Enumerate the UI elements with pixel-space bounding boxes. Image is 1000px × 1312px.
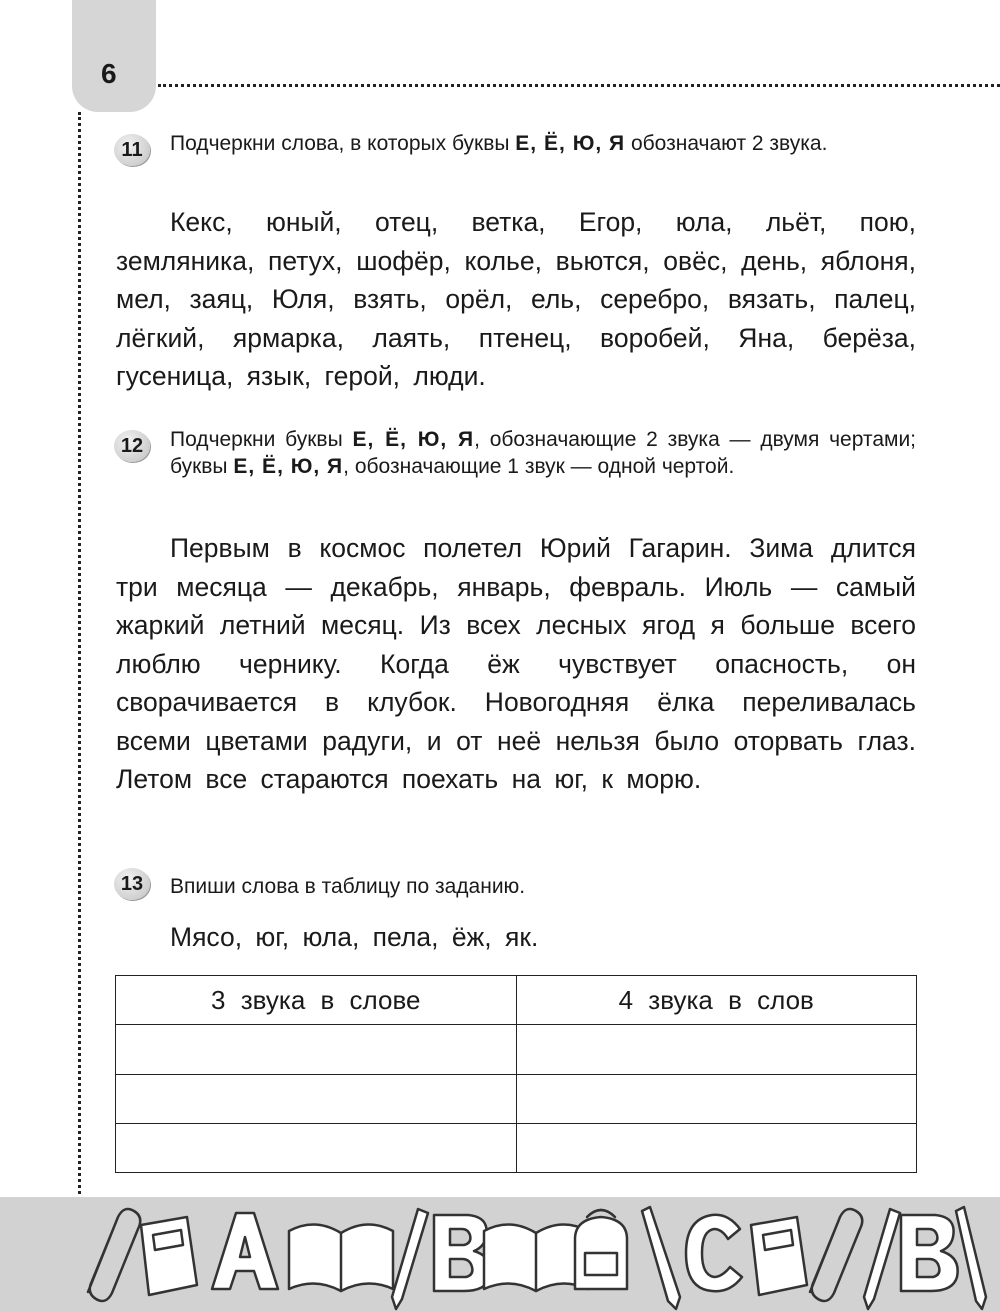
dotted-divider-vertical: [78, 112, 81, 1200]
table-header-row: [116, 976, 917, 1025]
table-header-cell: 4 звука в слов: [516, 976, 917, 1025]
answer-table: [115, 975, 917, 1173]
page-number: 6: [101, 58, 117, 89]
pencil-icon: [864, 1209, 900, 1309]
paperclip-icon: [88, 1209, 140, 1301]
notebook-icon: [141, 1217, 197, 1295]
table-row: [116, 1074, 917, 1123]
answer-cell[interactable]: [516, 1074, 917, 1123]
answer-cell[interactable]: [116, 1123, 517, 1172]
task-instruction: Подчеркни слова, в которых буквы Е, Ё, Ю, Я обозначают 2 звука.: [170, 132, 828, 155]
table-row: [116, 1025, 917, 1074]
exercise-text: Кекс, юный, отец, ветка, Егор, юла, льёт, пою, земляника, петух, шофёр, колье, вьются, овёс, день, яблоня, мел, заяц, Юля, взять, орёл, ель, серебро, вязать, палец, лёгкий, ярмарка, лаять, птенец, воробей, Яна, берёза, гусеница, язык, герой, люди.: [116, 207, 916, 391]
letter-a-icon: [212, 1213, 278, 1289]
task-number-badge: 12: [114, 430, 150, 462]
answer-cell[interactable]: [516, 1123, 917, 1172]
task-instruction: Впиши слова в таблицу по заданию.: [170, 875, 526, 898]
task-number-badge: 13: [114, 868, 150, 900]
answer-cell[interactable]: [116, 1074, 517, 1123]
word-list: Мясо, юг, юла, пела, ёж, як.: [170, 922, 539, 952]
answer-cell[interactable]: [116, 1025, 517, 1074]
dotted-divider-horizontal: [158, 84, 1000, 87]
notebook-icon: [751, 1217, 807, 1295]
table-header-cell: 3 звука в слове: [116, 976, 517, 1025]
backpack-icon: [575, 1210, 627, 1289]
task-number-badge: 11: [114, 134, 150, 166]
pencil-icon: [392, 1209, 428, 1309]
footer-decoration-band: [0, 1197, 1000, 1312]
exercise-text: Первым в космос полетел Юрий Гагарин. Зима длится три месяца — декабрь, январь, февраль. Июль — самый жаркий летний месяц. Из всех лесных ягод я больше всего люблю чернику. Когда ёж чувствует опасность, он сворачивается в клубок. Новогодняя ёлка переливалась всеми цветами радуги, и от неё нельзя было оторвать глаз. Летом все стараются поехать на юг, к морю.: [116, 533, 916, 794]
table-row: [116, 1123, 917, 1172]
pen-icon: [956, 1207, 986, 1309]
pen-icon: [642, 1207, 680, 1309]
letter-c-icon: [686, 1215, 742, 1291]
page-number-tab: [72, 0, 156, 112]
task-instruction: Подчеркни буквы Е, Ё, Ю, Я, обозначающие 2 звука — двумя чертами; буквы Е, Ё, Ю, Я, обозначающие 1 звук — одной чертой.: [170, 428, 917, 478]
paperclip-icon: [810, 1209, 862, 1301]
open-book-icon: [484, 1224, 588, 1291]
open-book-icon: [289, 1224, 393, 1291]
answer-cell[interactable]: [516, 1025, 917, 1074]
letter-b-icon: [901, 1215, 958, 1291]
letter-b-icon: [434, 1215, 491, 1291]
